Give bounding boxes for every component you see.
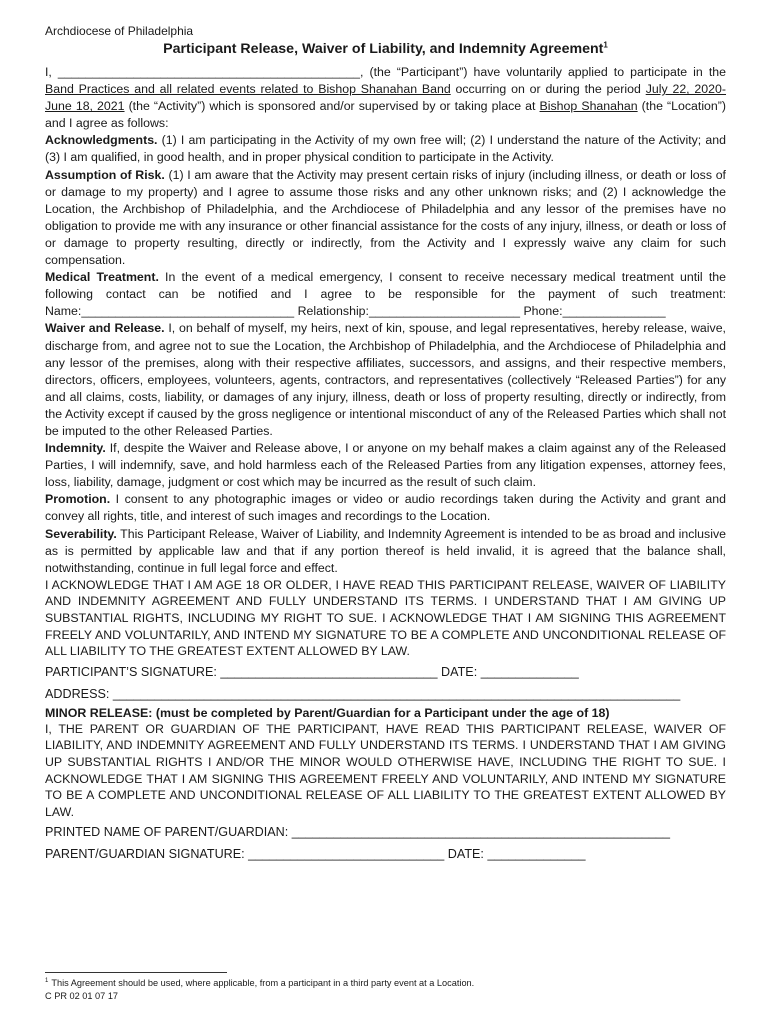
acknowledgments-section [45,132,726,166]
participant-date-label: DATE: [437,664,481,679]
participant-signature-label: PARTICIPANT’S SIGNATURE: [45,664,221,679]
document-title [45,41,726,58]
intro-text: occurring on or during the period [450,82,646,97]
section-heading: Medical Treatment. [45,270,159,285]
guardian-date-label: DATE: [444,847,488,862]
footnote [45,977,474,989]
section-text: (1) I am aware that the Activity may present certain risks of injury (including illness, or death or loss of or damage to my property) and I agree to assume those risks and any other unknown risks; and (2) I acknowledge the Location, the Archbishop of Philadelphia, and the Archdiocese of Philadelphia and any lessor of the premises have no obligation to provide me with any insurance or other financial assistance for the costs of any injury, illness, or death or loss of or damage to property resulting, directly or indirectly, from the Activity and I expressly waive any claim for such compensation. [45,167,726,268]
title-footnote-marker: 1 [603,40,608,50]
section-text: I consent to any photographic images or video or audio recordings taken during the Activity and grant and convey all rights, title, and interest of such images and recordings to the Location. [45,492,726,524]
guardian-printed-name-label: PRINTED NAME OF PARENT/GUARDIAN: [45,825,292,840]
participant-date-blank[interactable]: ______________ [480,664,579,679]
minor-release-heading: MINOR RELEASE: (must be completed by Parent/Guardian for a Participant under the age of 18) [45,705,610,720]
address-line [45,686,726,702]
intro-text: (the “Location”) and I agree as follows: [45,99,727,131]
guardian-signature-line [45,846,726,862]
promotion-section [45,491,726,525]
intro-text: , (the “Participant”) have voluntarily applied to participate in the [359,65,726,79]
document-page [45,24,726,862]
activity-location: Bishop Shanahan [539,99,638,114]
intro-text: I, [45,65,58,79]
form-code: C PR 02 01 07 17 [45,991,119,1001]
guardian-printed-name-blank[interactable]: ______________________________________________________ [291,825,670,840]
activity-period: July 22, 2020-June 18, 2021 [45,82,727,114]
section-text: (1) I am participating in the Activity of my own free will; (2) I understand the nature of the Activity; and (3) I am qualified, in good health, and in proper physical condition to participate in the Activity. [45,133,726,165]
section-heading: Severability. [45,526,117,541]
section-text: I, on behalf of myself, my heirs, next of kin, spouse, and legal representatives, hereby release, waive, discharge from, and agree not to sue the Location, the Archbishop of Philadelphia, and the Archdiocese of Philadelphia and any lessor of the premises, along with their respective affiliates, successors, and assigns, and their respective members, directors, officers, employees, volunteers, agents, contractors, and representatives (collectively “Released Parties”) for any and all claims, costs, liability, or damages of any injury, illness, death or loss of property resulting, directly or indirectly, from the Activity except if caused by the gross negligence or intentional misconduct of any of the Released Parties which shall not be imputed to the other Released Parties. [45,321,726,438]
footnote-marker: 1 [45,977,49,984]
section-heading: Acknowledgments. [45,133,158,148]
medical-treatment-section [45,269,726,320]
footnote-divider [45,972,227,973]
waiver-release-section [45,320,726,440]
section-heading: Indemnity. [45,441,106,456]
section-text: This Participant Release, Waiver of Liability, and Indemnity Agreement is intended to be as broad and inclusive as is permitted by applicable law and that if any portion thereof is held invalid, it is agreed that the balance shall, notwithstanding, continue in full legal force and effect. [45,526,726,575]
guardian-signature-blank[interactable]: ____________________________ [248,847,445,862]
footnote-text: This Agreement should be used, where applicable, from a participant in a third party event at a Location. [51,978,475,988]
contact-phone-blank[interactable]: _______________ [562,304,666,319]
title-text: Participant Release, Waiver of Liability, and Indemnity Agreement [163,41,604,57]
participant-name-blank[interactable]: ____________________________________________ [57,65,360,79]
section-heading: Waiver and Release. [45,321,165,336]
guardian-signature-label: PARENT/GUARDIAN SIGNATURE: [45,847,249,862]
contact-name-label: Name: [45,304,82,319]
assumption-of-risk-section [45,167,726,270]
severability-section [45,526,726,577]
guardian-printed-name-line [45,824,726,840]
section-text: If, despite the Waiver and Release above, I or anyone on my behalf makes a claim against any of the Released Parties, I will indemnify, save, and hold harmless each of the Released Parties from any litigation expenses, attorney fees, loss, liability, damage, judgment or cost which may be incurred as the result of such claim. [45,441,726,490]
contact-name-blank[interactable]: _______________________________ [81,304,295,319]
section-heading: Assumption of Risk. [45,167,165,182]
section-heading: Promotion. [45,492,111,507]
intro-paragraph [45,64,726,132]
section-text: In the event of a medical emergency, I consent to receive necessary medical treatment until the following contact can be notified and I agree to be responsible for the payment of such treatment: [45,270,726,302]
guardian-date-blank[interactable]: ______________ [487,847,586,862]
contact-relationship-label: Relationship: [294,304,369,319]
organization-name: Archdiocese of Philadelphia [45,24,194,38]
address-blank[interactable]: _________________________________________________________________________________ [112,686,681,701]
indemnity-section [45,440,726,491]
adult-acknowledgement: I ACKNOWLEDGE THAT I AM AGE 18 OR OLDER, I HAVE READ THIS PARTICIPANT RELEASE, WAIVER OF LIABILITY AND INDEMNITY AGREEMENT AND FULLY UNDERSTAND ITS TERMS. I UNDERSTAND THAT I AM GIVING UP SUBSTANTIAL RIGHTS, INCLUDING MY RIGHT TO SUE. I ACKNOWLEDGE THAT I AM SIGNING THIS AGREEMENT FREELY AND VOLUNTARILY, AND INTEND MY SIGNATURE TO BE A COMPLETE AND UNCONDITIONAL RELEASE OF ALL LIABILITY TO THE GREATEST EXTENT ALLOWED BY LAW. [45,577,726,659]
participant-signature-line [45,664,726,680]
contact-phone-label: Phone: [520,304,563,319]
activity-event: Band Practices and all related events related to Bishop Shanahan Band [45,82,451,97]
address-label: ADDRESS: [45,686,113,701]
participant-signature-blank[interactable]: _______________________________ [220,664,438,679]
minor-release-text: I, THE PARENT OR GUARDIAN OF THE PARTICIPANT, HAVE READ THIS PARTICIPANT RELEASE, WAIVER OF LIABILITY, AND INDEMNITY AGREEMENT AND FULLY UNDERSTAND ITS TERMS. I UNDERSTAND THAT I AM GIVING UP SUBSTANTIAL RIGHTS I AND/OR THE MINOR WOULD OTHERWISE HAVE, INCLUDING THE RIGHT TO SUE. I ACKNOWLEDGE THAT I AM SIGNING THIS AGREEMENT FREELY AND VOLUNTARILY, AND INTEND MY SIGNATURE TO BE A COMPLETE AND UNCONDITIONAL RELEASE OF ALL LIABILITY TO THE GREATEST EXTENT ALLOWED BY LAW. [45,721,726,819]
intro-text: (the “Activity”) which is sponsored and/or supervised by or taking place at [124,99,540,114]
contact-relationship-blank[interactable]: ______________________ [368,304,521,319]
